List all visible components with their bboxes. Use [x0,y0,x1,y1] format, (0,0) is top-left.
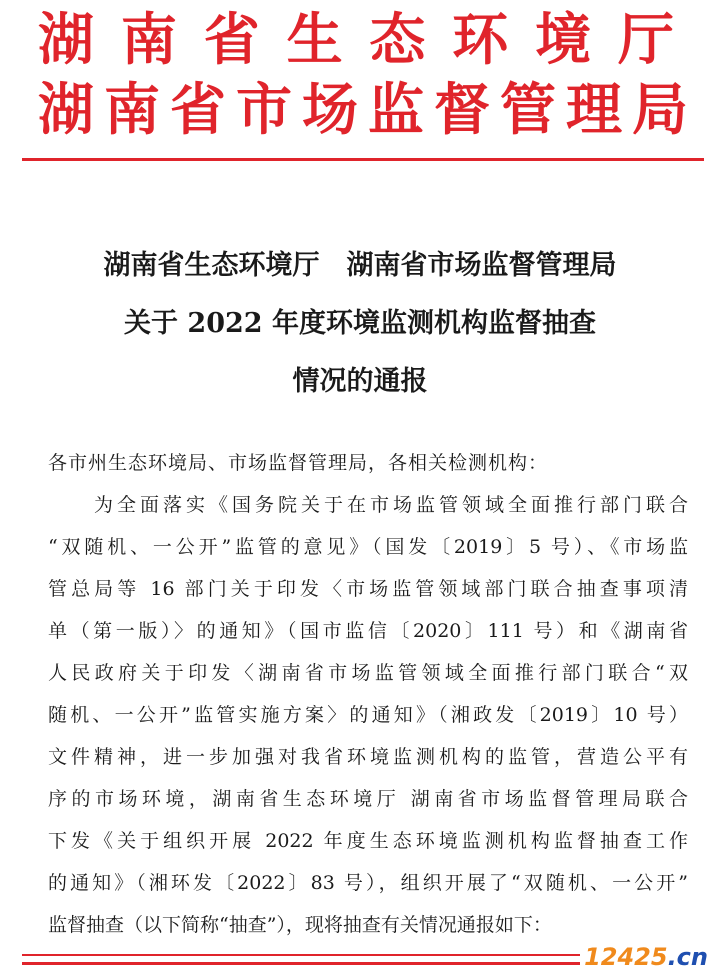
body-line: 随机、一公开”监管实施方案〉的通知》（湘政发〔2019〕10 号） [48,704,688,726]
document-title-line-2: 关于 2022 年度环境监测机构监督抽查 [124,308,596,339]
body-line: 人民政府关于印发〈湖南省市场监管领域全面推行部门联合“双 [48,662,688,684]
body-line: 的通知》（湘环发〔2022〕83 号），组织开展了“双随机、一公开” [48,872,688,894]
header-red-divider [22,158,704,161]
body-line: 为全面落实《国务院关于在市场监管领域全面推行部门联合 [48,494,688,516]
salutation: 各市州生态环境局、市场监督管理局，各相关检测机构： [48,452,549,474]
watermark-suffix: .cn [667,943,708,971]
issuing-org-1: 湖南省生态环境厅 [38,8,688,73]
watermark-digits: 12425 [584,943,668,971]
body-line: “双随机、一公开”监管的意见》（国发〔2019〕5 号）、《市场监 [48,536,688,558]
site-watermark [580,942,712,972]
document-title-line-1: 湖南省生态环境厅 湖南省市场监督管理局 [103,250,617,281]
body-line: 监督抽查（以下简称“抽查”），现将抽查有关情况通报如下： [48,914,552,936]
body-line: 下发《关于组织开展 2022 年度生态环境监测机构监督抽查工作 [48,830,688,852]
body-line: 单（第一版）〉的通知》（国市监信〔2020〕111 号）和《湖南省 [48,620,688,642]
body-line: 管总局等 16 部门关于印发〈市场监管领域部门联合抽查事项清 [48,578,688,600]
document-title-line-3: 情况的通报 [292,366,428,397]
body-line: 序的市场环境，湖南省生态环境厅 湖南省市场监督管理局联合 [48,788,688,810]
issuing-org-2: 湖南省市场监督管理局 [38,78,688,143]
body-line: 文件精神，进一步加强对我省环境监测机构的监管，营造公平有 [48,746,688,768]
